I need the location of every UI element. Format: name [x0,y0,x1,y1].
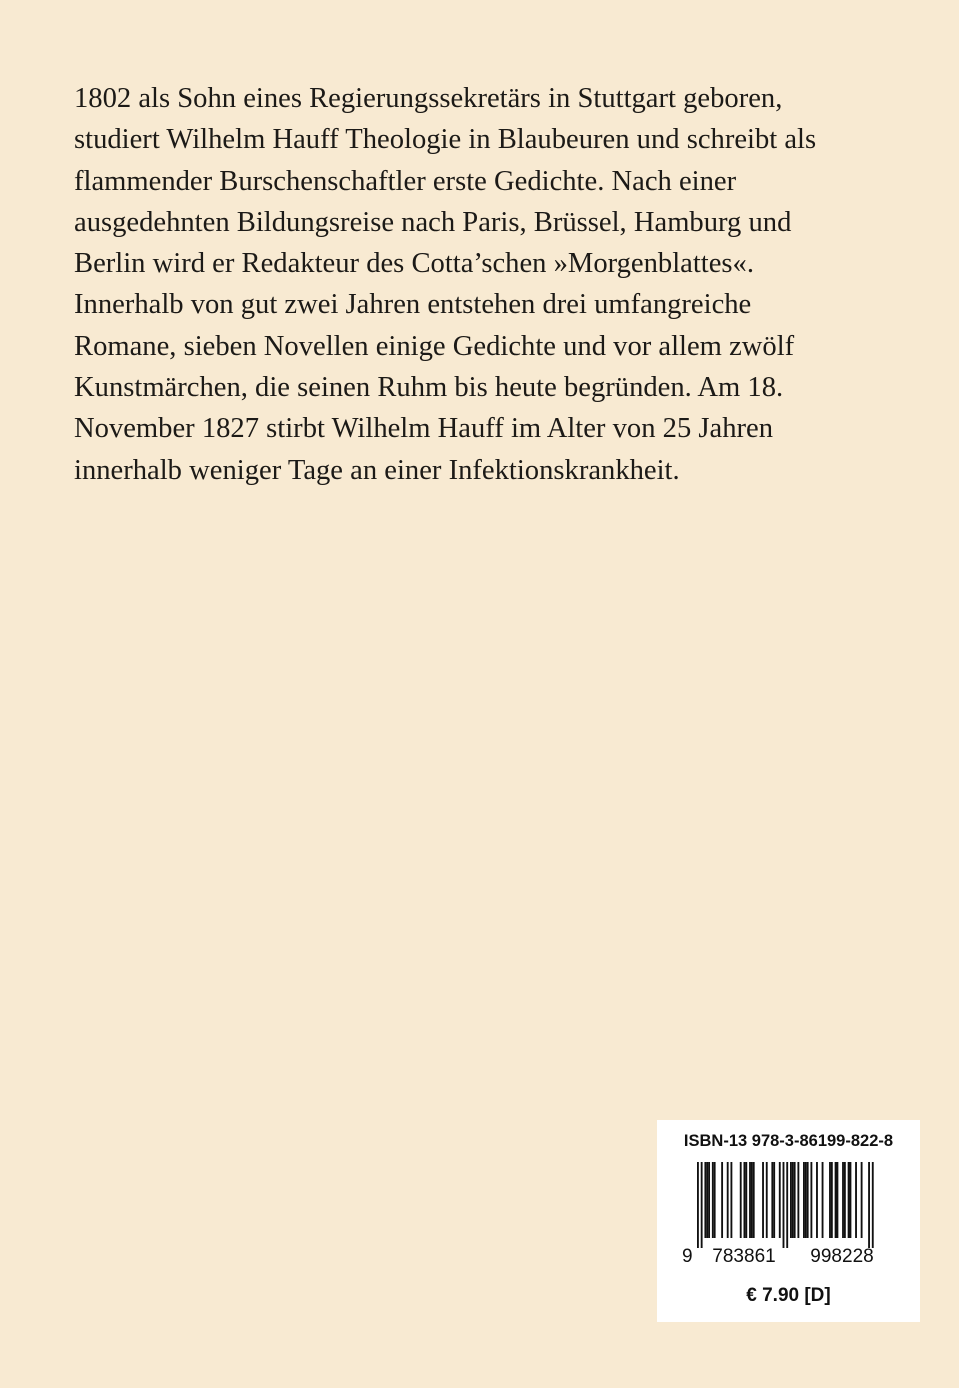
blurb-line: Innerhalb von gut zwei Jahren entstehen drei umfangreiche [74,289,752,321]
barcode-bar [803,1162,805,1238]
barcode-bar [790,1162,792,1238]
barcode-bar [855,1162,857,1238]
barcode-bar [837,1162,839,1238]
blurb-line: flammender Burschenschaftler erste Gedichte. Nach einer [74,165,737,197]
barcode-bar [706,1162,708,1238]
barcode-bar [712,1162,714,1238]
barcode-bar [766,1162,768,1238]
barcode-digits-right: 998228 [810,1246,874,1267]
barcode-bar [861,1162,863,1238]
barcode-bar [744,1162,746,1238]
barcode-bar [807,1162,809,1238]
barcode-bar [792,1162,794,1238]
barcode-digits-left: 783861 [712,1246,776,1267]
barcode-guard-bar [783,1162,785,1248]
barcode-label [657,1120,920,1322]
blurb-line: November 1827 stirbt Wilhelm Hauff im Alter von 25 Jahren [74,413,774,445]
barcode-bar [740,1162,742,1238]
barcode-bar [721,1162,723,1238]
blurb-line: innerhalb weniger Tage an einer Infektionskrankheit. [74,454,680,486]
blurb-line: studiert Wilhelm Hauff Theologie in Blaubeuren und schreibt als [74,124,817,156]
barcode-guard-bar [872,1162,874,1248]
barcode-bar [810,1162,812,1238]
barcode-digit-first: 9 [682,1246,693,1267]
blurb-line: Romane, sieben Novellen einige Gedichte und vor allem zwölf [74,330,795,362]
barcode-bar [831,1162,833,1238]
barcode-bar [753,1162,755,1238]
barcode-bar [797,1162,799,1238]
barcode-bar [794,1162,796,1238]
barcode-bar [730,1162,732,1238]
barcode-bar [829,1162,831,1238]
barcode-bar [762,1162,764,1238]
barcode-guard-bar [786,1162,788,1248]
isbn-number: ISBN-13 978-3-86199-822-8 [683,1132,894,1150]
price-label: € 7.90 [D] [746,1285,831,1306]
barcode-bar [749,1162,751,1238]
barcode-bar [727,1162,729,1238]
back-cover-blurb [74,78,934,491]
barcode-bar [848,1162,850,1238]
barcode-bar [773,1162,775,1238]
blurb-line: Berlin wird er Redakteur des Cotta’schen »Morgenblattes«. [74,248,754,280]
barcode-bar [805,1162,807,1238]
barcode-bar [708,1162,710,1238]
barcode-bar [779,1162,781,1238]
barcode-bar [835,1162,837,1238]
barcode-bar [704,1162,706,1238]
barcode-bar [745,1162,747,1238]
barcode-guard-bar [697,1162,699,1248]
barcode-bar [714,1162,716,1238]
blurb-line: ausgedehnten Bildungsreise nach Paris, Brüssel, Hamburg und [74,206,792,238]
barcode-bar [771,1162,773,1238]
barcode-bar [844,1162,846,1238]
isbn-barcode [676,1160,896,1388]
barcode-bar [850,1162,852,1238]
barcode-bar [842,1162,844,1238]
barcode-bars [697,1162,874,1248]
barcode-bar [751,1162,753,1238]
barcode-guard-bar [868,1162,870,1248]
blurb-line: Kunstmärchen, die seinen Ruhm bis heute begründen. Am 18. [74,372,784,404]
barcode-bar [816,1162,818,1238]
barcode-bar [822,1162,824,1238]
blurb-line: 1802 als Sohn eines Regierungssekretärs in Stuttgart geboren, [74,83,783,114]
barcode-guard-bar [701,1162,703,1248]
